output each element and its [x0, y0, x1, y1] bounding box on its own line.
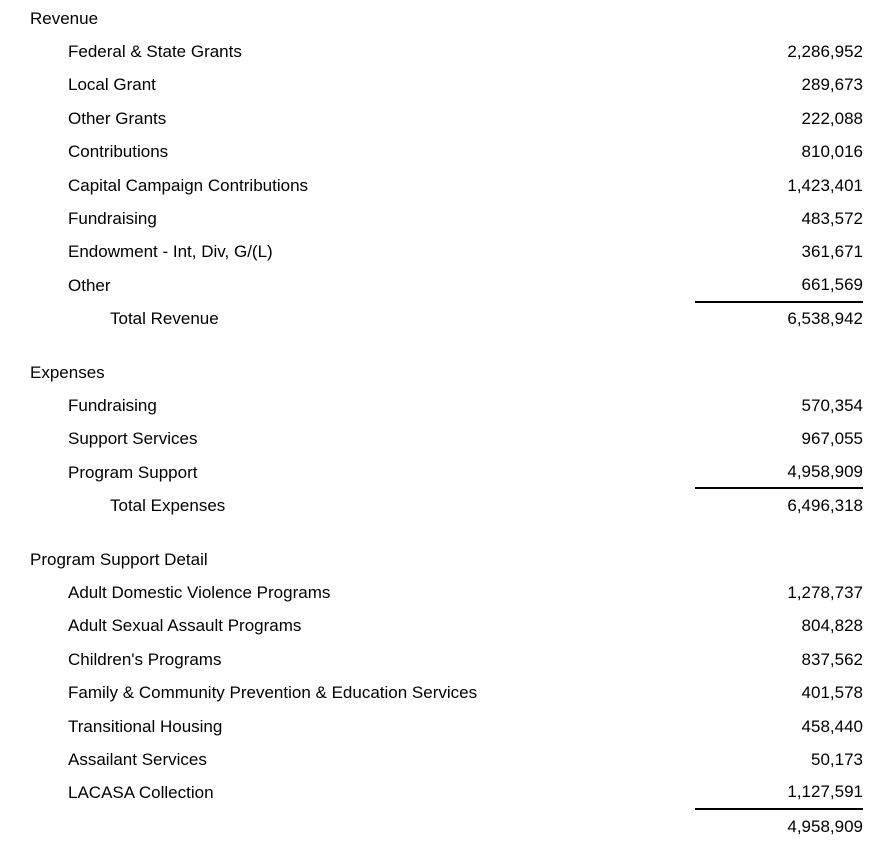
item-label: Capital Campaign Contributions: [68, 175, 309, 195]
grand-total-row: [0, 810, 863, 843]
item-amount: 483,572: [801, 209, 863, 229]
line-item-row: [0, 777, 863, 810]
section-title: Program Support Detail: [30, 549, 208, 569]
line-item-row: [0, 69, 863, 102]
item-label: Children's Programs: [68, 649, 222, 669]
total-amount: 4,958,909: [787, 816, 863, 836]
item-amount: 4,958,909: [695, 456, 863, 489]
item-amount: 222,088: [801, 108, 863, 128]
item-label: Program Support: [68, 462, 198, 482]
line-item-row: [0, 269, 863, 302]
item-label: Endowment - Int, Div, G/(L): [68, 242, 273, 262]
item-amount: 661,569: [695, 269, 863, 302]
section-header-program-support-detail: [0, 543, 863, 576]
line-item-row: [0, 236, 863, 269]
total-label: Total Expenses: [110, 496, 226, 516]
section-gap: [0, 523, 863, 543]
total-amount: 6,496,318: [787, 496, 863, 516]
line-item-row: [0, 35, 863, 68]
item-amount: 837,562: [801, 649, 863, 669]
item-amount: 570,354: [801, 395, 863, 415]
line-item-row: [0, 202, 863, 235]
line-item-row: [0, 456, 863, 489]
line-item-row: [0, 643, 863, 676]
item-label: Local Grant: [68, 75, 156, 95]
section-gap: [0, 336, 863, 356]
line-item-row: [0, 676, 863, 709]
item-amount: 1,278,737: [787, 582, 863, 602]
item-label: LACASA Collection: [68, 783, 214, 803]
line-item-row: [0, 102, 863, 135]
item-label: Fundraising: [68, 395, 157, 415]
item-amount: 1,423,401: [787, 175, 863, 195]
item-label: Other Grants: [68, 108, 167, 128]
item-amount: 804,828: [801, 616, 863, 636]
line-item-row: [0, 610, 863, 643]
item-amount: 50,173: [811, 749, 863, 769]
total-row-revenue: [0, 303, 863, 336]
line-item-row: [0, 743, 863, 776]
line-item-row: [0, 423, 863, 456]
section-title: Revenue: [30, 8, 99, 28]
item-label: Fundraising: [68, 209, 157, 229]
line-item-row: [0, 136, 863, 169]
item-amount: 2,286,952: [787, 42, 863, 62]
total-label: Total Revenue: [110, 309, 219, 329]
item-label: Federal & State Grants: [68, 42, 242, 62]
section-header-expenses: [0, 356, 863, 389]
item-amount: 810,016: [801, 142, 863, 162]
item-amount: 401,578: [801, 683, 863, 703]
item-label: Assailant Services: [68, 749, 207, 769]
section-title: Expenses: [30, 362, 105, 382]
total-amount: 6,538,942: [787, 309, 863, 329]
item-amount: 361,671: [801, 242, 863, 262]
item-label: Other: [68, 275, 111, 295]
item-amount: 967,055: [801, 429, 863, 449]
item-label: Family & Community Prevention & Education Services: [68, 683, 478, 703]
item-amount: 458,440: [801, 716, 863, 736]
line-item-row: [0, 576, 863, 609]
item-label: Adult Sexual Assault Programs: [68, 616, 302, 636]
line-item-row: [0, 389, 863, 422]
line-item-row: [0, 169, 863, 202]
item-label: Adult Domestic Violence Programs: [68, 582, 331, 602]
total-row-expenses: [0, 489, 863, 522]
item-label: Contributions: [68, 142, 169, 162]
item-amount: 289,673: [801, 75, 863, 95]
item-amount: 1,127,591: [695, 777, 863, 810]
section-header-revenue: [0, 2, 863, 35]
line-item-row: [0, 710, 863, 743]
item-label: Support Services: [68, 429, 198, 449]
item-label: Transitional Housing: [68, 716, 223, 736]
